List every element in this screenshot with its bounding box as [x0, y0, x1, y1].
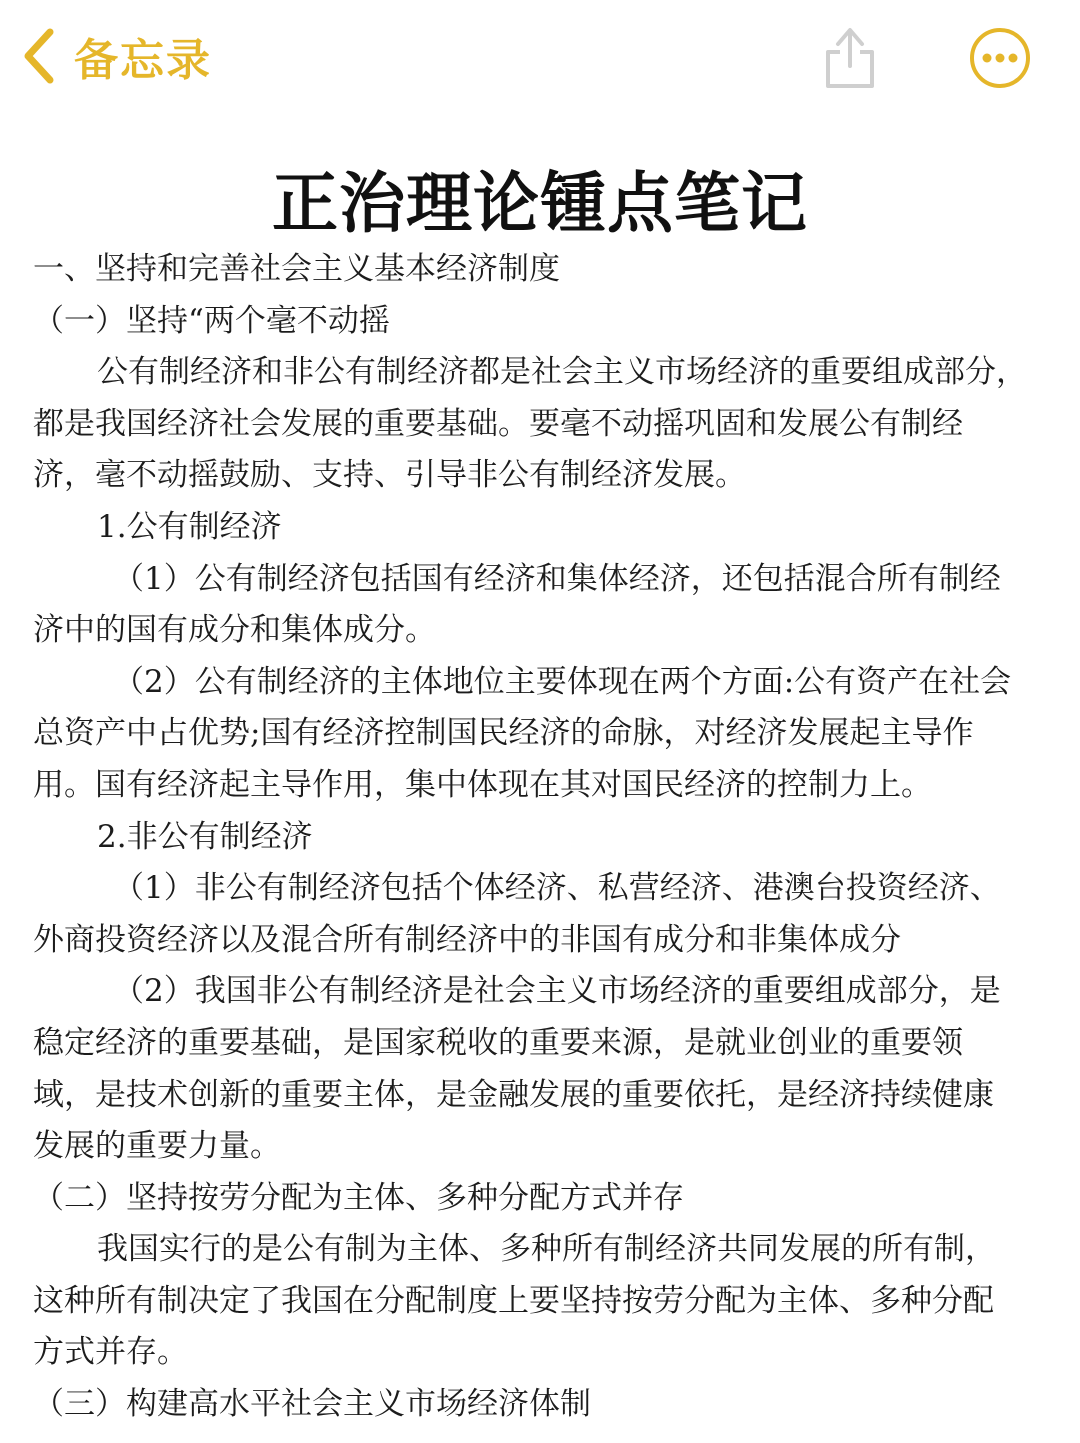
- more-options-button[interactable]: [968, 26, 1032, 90]
- paragraph-line: 公有制经济和非公有制经济都是社会主义市场经济的重要组成部分，: [97, 354, 1027, 391]
- paragraph-line: （2）我国非公有制经济是社会主义市场经济的重要组成部分，是: [113, 973, 1001, 1010]
- navigation-bar: [0, 0, 1080, 120]
- paragraph-line: 我国实行的是公有制为主体、多种所有制经济共同发展的所有制，: [97, 1231, 996, 1268]
- paragraph-line: 这种所有制决定了我国在分配制度上要坚持按劳分配为主体、多种分配: [33, 1282, 994, 1319]
- paragraph-line: 外商投资经济以及混合所有制经济中的非国有成分和非集体成分: [33, 921, 901, 958]
- paragraph-line: 发展的重要力量。: [33, 1128, 281, 1165]
- subsection-heading: （二）坚持按劳分配为主体、多种分配方式并存: [33, 1179, 684, 1216]
- section-heading: 一、坚持和完善社会主义基本经济制度: [33, 251, 560, 287]
- paragraph-line: 方式并存。: [33, 1334, 188, 1371]
- back-label: 备忘录: [74, 35, 212, 86]
- subsection-heading: （一）坚持“两个毫不动摇: [33, 302, 390, 339]
- back-button[interactable]: [22, 26, 212, 86]
- paragraph-line: 济中的国有成分和集体成分。: [33, 612, 436, 649]
- paragraph-line: （1）非公有制经济包括个体经济、私营经济、港澳台投资经济、: [113, 870, 1001, 907]
- paragraph-line: 济，毫不动摇鼓励、支持、引导非公有制经济发展。: [33, 457, 746, 494]
- chevron-left-icon: [22, 28, 56, 84]
- note-body[interactable]: [33, 244, 1048, 1431]
- share-button[interactable]: [818, 20, 882, 92]
- paragraph-line: （2）公有制经济的主体地位主要体现在两个方面:公有资产在社会: [113, 663, 1012, 700]
- more-icon: [968, 75, 1032, 94]
- paragraph-line: 总资产中占优势;国有经济控制国民经济的命脉，对经济发展起主导作: [33, 715, 974, 752]
- paragraph-line: 域，是技术创新的重要主体，是金融发展的重要依托，是经济持续健康: [33, 1076, 994, 1113]
- share-icon: [818, 77, 882, 96]
- paragraph-line: （1）公有制经济包括国有经济和集体经济，还包括混合所有制经: [113, 560, 1001, 597]
- note-title: 正治理论锺点笔记: [272, 165, 808, 242]
- item-heading: 1.公有制经济: [97, 508, 282, 545]
- paragraph-line: 稳定经济的重要基础，是国家税收的重要来源，是就业创业的重要领: [33, 1024, 963, 1061]
- subsection-heading: （三）构建高水平社会主义市场经济体制: [33, 1386, 591, 1423]
- item-heading: 2.非公有制经济: [97, 818, 313, 855]
- paragraph-line: 都是我国经济社会发展的重要基础。要毫不动摇巩固和发展公有制经: [33, 405, 963, 442]
- paragraph-line: 用。国有经济起主导作用，集中体现在其对国民经济的控制力上。: [33, 766, 932, 803]
